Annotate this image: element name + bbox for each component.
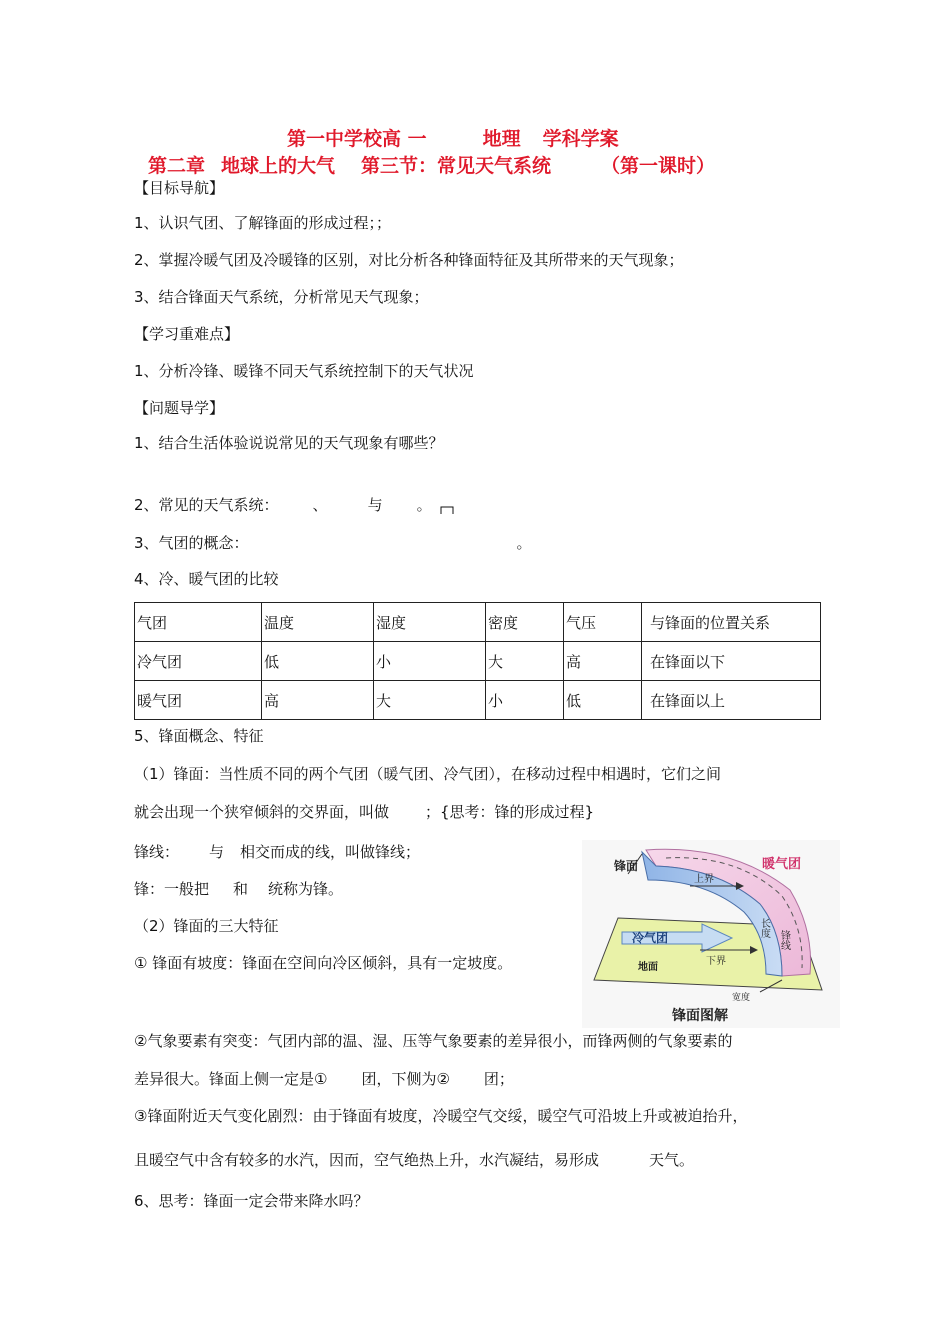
keypoints-heading: 【学习重难点】 — [134, 325, 240, 343]
guide-heading: 【问题导学】 — [134, 399, 225, 417]
front-diagram — [582, 840, 840, 1028]
front-features-heading: （2）锋面的三大特征 — [134, 917, 279, 935]
q2-sep2: 与 — [367, 496, 383, 514]
guide-q1: 1、结合生活体验说说常见的天气现象有哪些？ — [134, 434, 444, 452]
table-cell: 低 — [262, 642, 374, 681]
table-cell: 小 — [486, 681, 564, 720]
table-cell: 大 — [486, 642, 564, 681]
def-text-a: 就会出现一个狭窄倾斜的交界面，叫做 — [134, 803, 390, 821]
table-cell: 小 — [374, 642, 486, 681]
label-lower-boundary: 下界 — [706, 956, 726, 967]
chapter-name: 地球上的大气 — [221, 155, 336, 177]
front-feature-3-line2 — [134, 1150, 694, 1170]
table-header-cell: 气压 — [564, 603, 642, 642]
label-cold-air: 冷气团 — [632, 931, 669, 945]
table-header-cell: 气团 — [135, 603, 262, 642]
q2-end: 。 — [416, 496, 432, 514]
table-header-cell: 与锋面的位置关系 — [642, 603, 821, 642]
table-cell: 暖气团 — [135, 681, 262, 720]
label-front: 锋面 — [614, 859, 639, 873]
goal-item-3: 3、结合锋面天气系统，分析常见天气现象； — [134, 288, 429, 306]
label-ground: 地面 — [638, 962, 658, 973]
q3-end: 。 — [516, 534, 532, 552]
line-text-b: 与 — [209, 843, 225, 861]
guide-q4: 4、冷、暖气团的比较 — [134, 570, 279, 588]
goal-item-2: 2、掌握冷暖气团及冷暖锋的区别，对比分析各种锋面特征及其所带来的天气现象； — [134, 251, 684, 269]
label-upper-boundary: 上界 — [694, 874, 714, 885]
plan-kind: 学科学案 — [542, 128, 619, 150]
table-header-cell: 密度 — [486, 603, 564, 642]
table-header-row — [135, 603, 821, 642]
table-row — [135, 642, 821, 681]
f2-text-c: 团； — [483, 1070, 514, 1088]
f2-text-b: 团，下侧为② — [361, 1070, 450, 1088]
q3-prefix: 3、气团的概念： — [134, 534, 249, 552]
doc-title-line2 — [148, 151, 715, 178]
line-text-a: 锋线： — [134, 843, 180, 861]
table-header-cell: 湿度 — [374, 603, 486, 642]
table-cell: 高 — [262, 681, 374, 720]
figure-caption: 锋面图解 — [672, 1008, 728, 1024]
front-feature-2-line2 — [134, 1069, 514, 1089]
f3-text-b: 天气。 — [649, 1151, 695, 1169]
feng-text-a: 锋：一般把 — [134, 880, 210, 898]
guide-q3 — [134, 533, 532, 553]
def-text-b: ；{思考：锋的形成过程} — [425, 803, 595, 821]
table-cell: 高 — [564, 642, 642, 681]
q2-sep1: 、 — [312, 496, 328, 514]
goals-heading: 【目标导航】 — [134, 179, 225, 197]
label-length: 长度 — [758, 918, 770, 938]
section-name: 第三节：常见天气系统 — [361, 155, 552, 177]
table-cell: 在锋面以上 — [642, 681, 821, 720]
table-cell: 大 — [374, 681, 486, 720]
table-cell: 冷气团 — [135, 642, 262, 681]
feng-text-b: 和 — [233, 880, 249, 898]
table-header-cell: 温度 — [262, 603, 374, 642]
table-cell: 在锋面以下 — [642, 642, 821, 681]
lesson-label: （第一课时） — [601, 155, 716, 177]
airmass-comparison-table — [134, 602, 821, 720]
keypoint-item-1: 1、分析冷锋、暖锋不同天气系统控制下的天气状况 — [134, 362, 474, 380]
guide-q2 — [134, 495, 432, 515]
front-definition-1: （1）锋面：当性质不同的两个气团（暖气团、冷气团），在移动过程中相遇时，它们之间 — [134, 765, 722, 783]
label-front-line: 锋线 — [778, 930, 790, 950]
front-feature-3-line1: ③锋面附近天气变化剧烈：由于锋面有坡度，冷暖空气交绥，暖空气可沿坡上升或被迫抬升， — [134, 1107, 748, 1125]
front-feng-definition — [134, 879, 343, 899]
f2-text-a: 差异很大。锋面上侧一定是① — [134, 1070, 328, 1088]
front-q5: 5、锋面概念、特征 — [134, 727, 264, 745]
q2-prefix: 2、常见的天气系统： — [134, 496, 279, 514]
doc-title-line1 — [287, 124, 619, 151]
chapter-label: 第二章 — [148, 155, 206, 177]
subject-name: 地理 — [482, 128, 521, 150]
f3-text-a: 且暖空气中含有较多的水汽，因而，空气绝热上升，水汽凝结，易形成 — [134, 1151, 600, 1169]
table-cell: 低 — [564, 681, 642, 720]
front-q6: 6、思考：锋面一定会带来降水吗？ — [134, 1192, 369, 1210]
school-name: 第一中学校高 一 — [287, 128, 427, 150]
label-width: 宽度 — [732, 993, 751, 1003]
front-feature-2-line1: ②气象要素有突变：气团内部的温、湿、压等气象要素的差异很小，而锋两侧的气象要素的 — [134, 1032, 733, 1050]
table-row — [135, 681, 821, 720]
feng-text-c: 统称为锋。 — [268, 880, 344, 898]
goal-item-1: 1、认识气团、了解锋面的形成过程；； — [134, 214, 392, 232]
label-warm-air: 暖气团 — [762, 857, 802, 872]
front-definition-2 — [134, 802, 594, 822]
front-line-definition — [134, 842, 420, 862]
front-feature-1: ① 锋面有坡度：锋面在空间向冷区倾斜，具有一定坡度。 — [134, 954, 513, 972]
line-text-c: 相交而成的线，叫做锋线； — [240, 843, 421, 861]
corner-mark-icon — [440, 505, 454, 515]
